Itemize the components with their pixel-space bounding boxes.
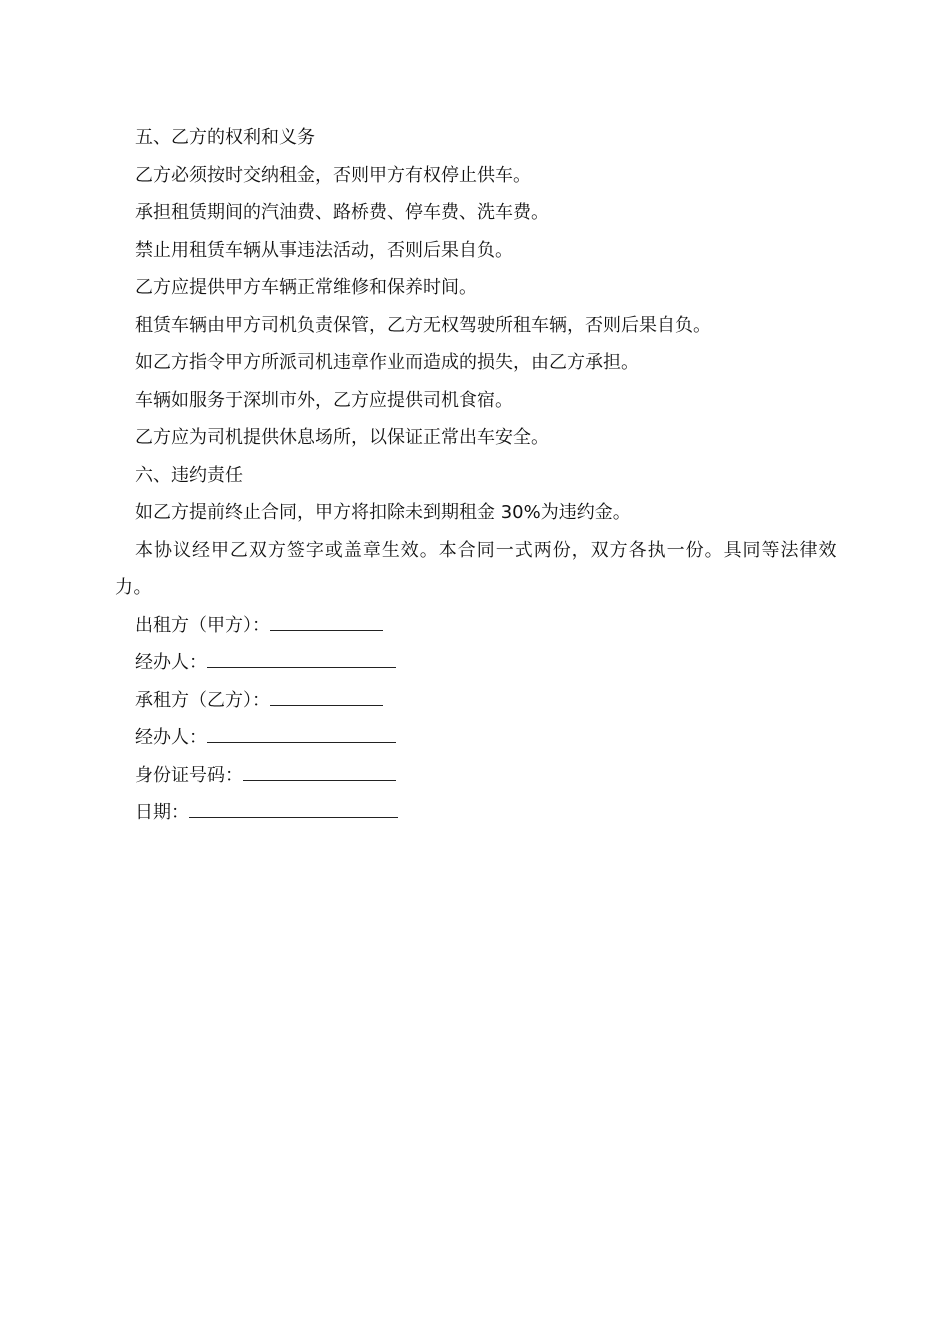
signature-label: 经办人： xyxy=(135,652,207,673)
clause-vehicle-custody: 租赁车辆由甲方司机负责保管，乙方无权驾驶所租车辆，否则后果自负。 xyxy=(135,314,711,336)
signature-label: 出租方（甲方）： xyxy=(135,614,270,636)
signature-lessee-agent xyxy=(115,719,837,757)
clause-validity: 本协议经甲乙双方签字或盖章生效。本合同一式两份，双方各执一份。具同等法律效力。 xyxy=(115,539,837,598)
signature-lessor-agent xyxy=(115,644,837,682)
signature-blank-line[interactable] xyxy=(207,651,396,668)
signature-lessee xyxy=(115,682,837,720)
section-heading-rights-obligations: 五、乙方的权利和义务 xyxy=(135,127,315,148)
clause-expenses: 承担租赁期间的汽油费、路桥费、停车费、洗车费。 xyxy=(135,202,549,223)
section-heading-breach: 六、违约责任 xyxy=(135,464,243,486)
signature-label: 承租方（乙方）： xyxy=(135,689,270,711)
clause-rent-payment: 乙方必须按时交纳租金，否则甲方有权停止供车。 xyxy=(135,164,531,186)
signature-label: 日期： xyxy=(135,802,189,823)
signature-blank-line[interactable] xyxy=(270,689,383,706)
signature-label: 身份证号码： xyxy=(135,764,243,786)
clause-outside-city: 车辆如服务于深圳市外，乙方应提供司机食宿。 xyxy=(135,389,513,411)
clause-driver-rest: 乙方应为司机提供休息场所，以保证正常出车安全。 xyxy=(135,427,549,448)
clause-violation-loss: 如乙方指令甲方所派司机违章作业而造成的损失，由乙方承担。 xyxy=(135,352,639,373)
signature-blank-line[interactable] xyxy=(243,764,396,781)
clause-illegal-use: 禁止用租赁车辆从事违法活动，否则后果自负。 xyxy=(135,239,513,261)
signature-label: 经办人： xyxy=(135,727,207,748)
signature-blank-line[interactable] xyxy=(207,726,396,743)
signature-blank-line[interactable] xyxy=(270,614,383,631)
signature-lessor xyxy=(115,607,837,645)
signature-blank-line[interactable] xyxy=(189,801,398,818)
signature-id-number xyxy=(115,757,837,795)
clause-maintenance-time: 乙方应提供甲方车辆正常维修和保养时间。 xyxy=(135,277,477,298)
contract-body xyxy=(115,119,837,832)
signature-date xyxy=(115,794,837,832)
clause-early-termination: 如乙方提前终止合同，甲方将扣除未到期租金 30%为违约金。 xyxy=(135,502,631,523)
